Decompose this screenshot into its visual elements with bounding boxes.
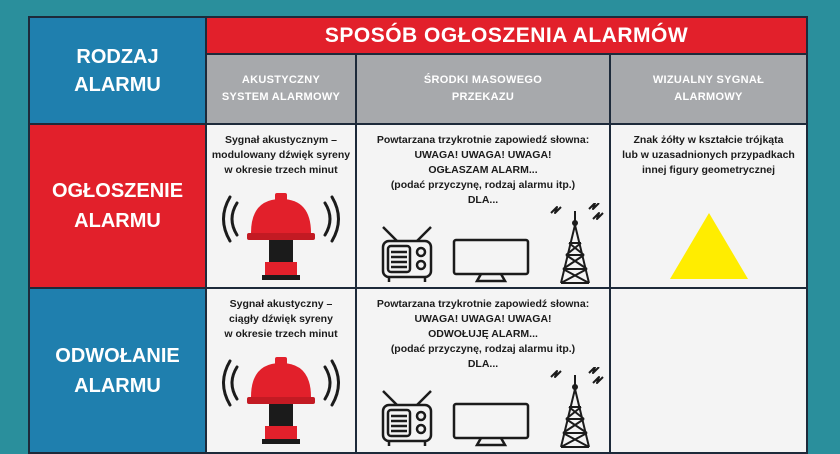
antenna-tower-icon [549,203,607,287]
siren-icon [217,189,345,281]
text-line: DLA... [467,194,499,206]
text-line: Powtarzana trzykrotnie zapowiedź słowna: [376,134,590,146]
method-header-text: SPOSÓB OGŁOSZENIA ALARMÓW [324,23,689,47]
text-line: (podać przyczynę, rodzaj alarmu itp.) [390,343,576,355]
column-header-line2: PRZEKAZU [451,91,515,103]
text-line: Powtarzana trzykrotnie zapowiedź słowna: [376,298,590,310]
column-header-media [357,55,609,123]
column-header-visual [611,55,806,123]
siren-icon [217,353,345,445]
announcement-visual-cell [611,125,806,287]
text-line: OGŁASZAM ALARM... [428,164,538,176]
announcement-media-cell [357,125,609,287]
text-line: UWAGA! UWAGA! UWAGA! [414,149,552,161]
column-header-line2: ALARMOWY [674,91,743,103]
media-description [357,133,609,208]
text-line: UWAGA! UWAGA! UWAGA! [414,313,552,325]
text-line: w okresie trzech minut [224,164,338,176]
row-label-line2: ALARMU [74,374,161,397]
column-header-line1: AKUSTYCZNY [241,74,321,86]
text-line: ODWOŁUJĘ ALARM... [428,328,538,340]
column-header-line1: ŚRODKI MASOWEGO [423,74,543,86]
cancellation-acoustic-cell [207,289,355,452]
antenna-tower-icon [549,367,607,451]
acoustic-description [207,133,355,178]
cancellation-media-cell [357,289,609,452]
alarm-type-header [30,18,205,123]
yellow-triangle-icon [668,211,750,281]
text-line: Sygnał akustycznym – [224,134,338,146]
text-line: innej figury geometrycznej [641,164,776,176]
media-description [357,297,609,372]
acoustic-description [207,297,355,342]
row-label-line1: OGŁOSZENIE [51,180,184,202]
text-line: ciągły dźwięk syreny [229,313,333,325]
text-line: w okresie trzech minut [224,328,338,340]
tv-icon [451,237,531,283]
column-header-line1: WIZUALNY SYGNAŁ [652,74,765,86]
tv-icon [451,401,531,447]
alarm-table [28,16,808,454]
row-label-line1: ODWOŁANIE [55,344,180,367]
column-header-acoustic [207,55,355,123]
row-label-line2: ALARMU [74,210,161,232]
text-line: modulowany dźwięk syreny [211,149,351,161]
radio-icon [379,389,435,447]
visual-description [611,133,806,178]
radio-icon [379,225,435,283]
text-line: lub w uzasadnionych przypadkach [622,149,795,161]
cancellation-visual-cell [611,289,806,452]
announcement-acoustic-cell [207,125,355,287]
text-line: Sygnał akustyczny – [229,298,333,310]
column-header-line2: SYSTEM ALARMOWY [221,91,341,103]
row-label-cancellation [30,289,205,452]
text-line: Znak żółty w kształcie trójkąta [633,134,784,146]
method-header [207,18,806,53]
text-line: DLA... [467,358,499,370]
text-line: (podać przyczynę, rodzaj alarmu itp.) [390,179,576,191]
alarm-type-header-line1: RODZAJ [76,45,159,68]
row-label-announcement [30,125,205,287]
alarm-type-header-line2: ALARMU [74,73,161,96]
